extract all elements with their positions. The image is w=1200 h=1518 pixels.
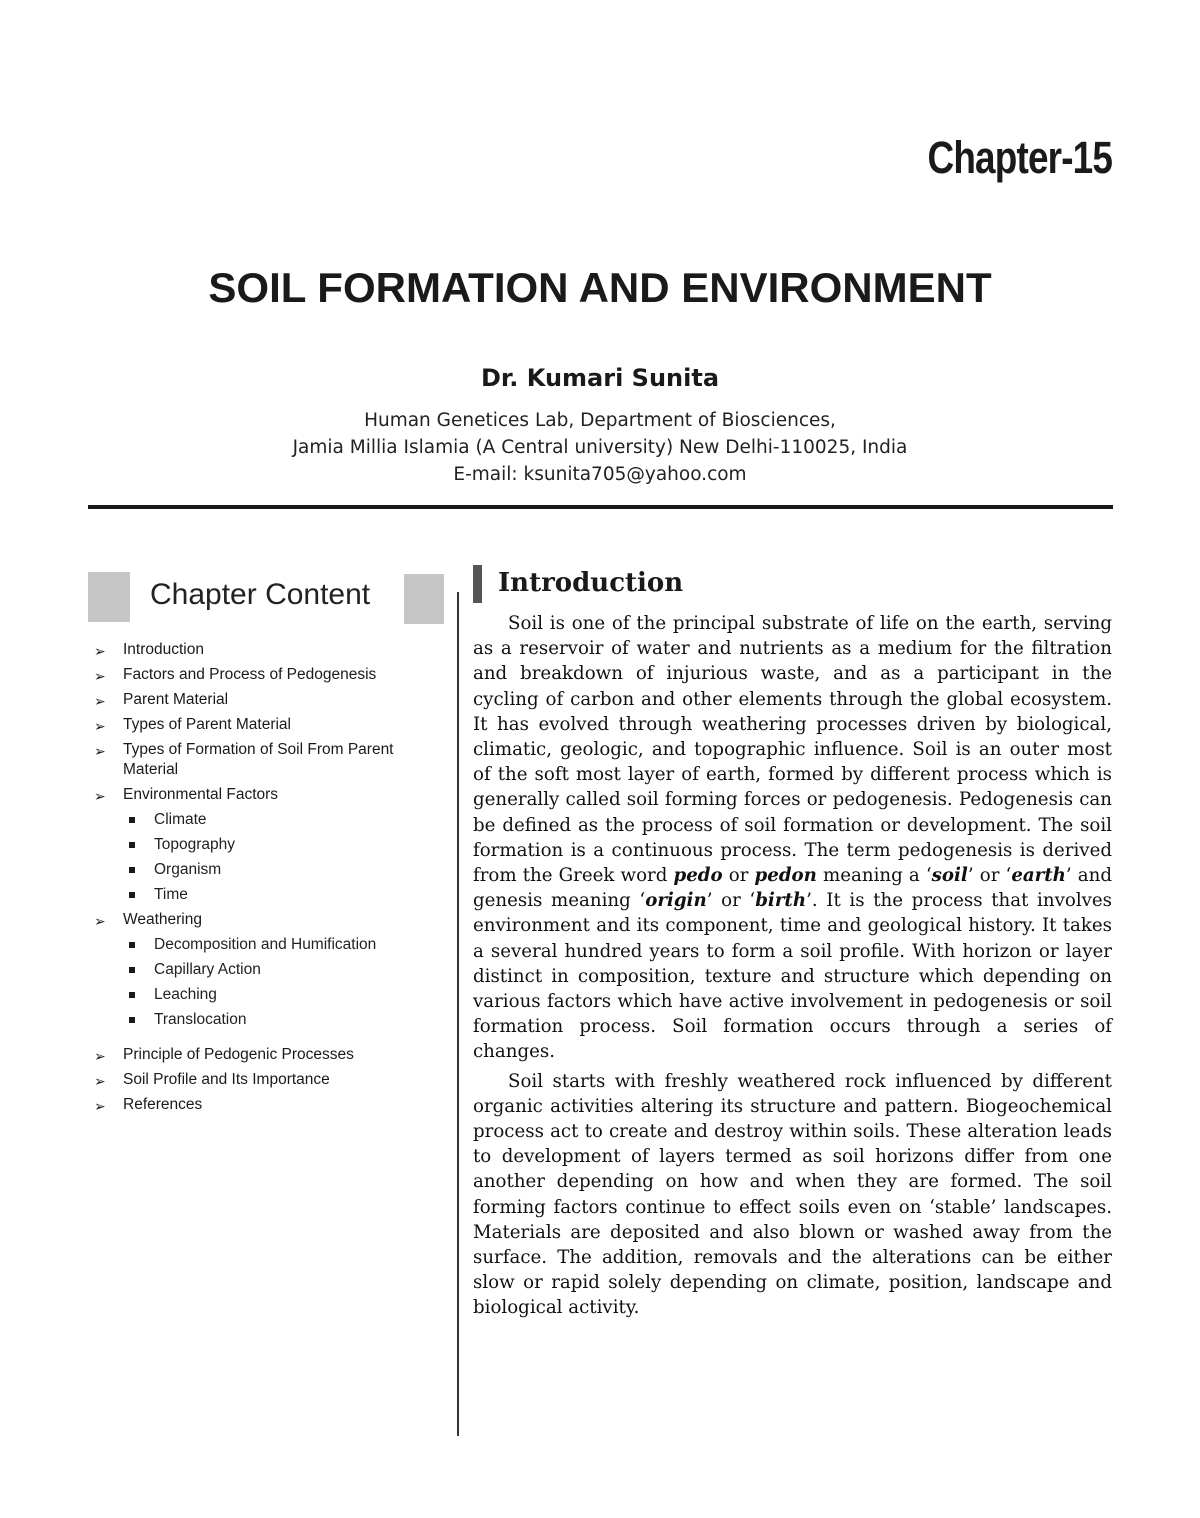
toc-subitem xyxy=(92,835,432,855)
toc-item-label: Principle of Pedogenic Processes xyxy=(123,1046,354,1063)
pointer-icon: ➢ xyxy=(94,643,106,659)
toc-subitem xyxy=(92,960,432,980)
column-divider xyxy=(457,592,459,1436)
toc-item-label: Soil Profile and Its Importance xyxy=(123,1071,330,1088)
toc-item xyxy=(92,640,432,660)
pointer-icon: ➢ xyxy=(94,1073,106,1089)
pointer-icon: ➢ xyxy=(94,788,106,804)
toc-item xyxy=(92,690,432,710)
square-bullet-icon xyxy=(129,1017,135,1023)
pointer-icon: ➢ xyxy=(94,913,106,929)
square-bullet-icon xyxy=(129,892,135,898)
toc-item-label: Types of Parent Material xyxy=(123,716,291,733)
pointer-icon: ➢ xyxy=(94,718,106,734)
toc-subitem xyxy=(92,1010,432,1030)
chapter-title: SOIL FORMATION AND ENVIRONMENT xyxy=(208,264,992,311)
toc-subitem-label: Climate xyxy=(154,811,207,828)
pointer-icon: ➢ xyxy=(94,1098,106,1114)
chapter-content-heading: Chapter Content xyxy=(150,578,371,611)
section-marker xyxy=(473,565,482,603)
square-bullet-icon xyxy=(129,992,135,998)
chapter-content-list xyxy=(92,640,432,1120)
toc-subitem-label: Leaching xyxy=(154,986,217,1003)
toc-subitem xyxy=(92,985,432,1005)
paragraph: Soil is one of the principal substrate of life on the earth, serving as a reservoir of water and nutrients as a medium for the filtration and breakdown of injurious waste, and as a participant in the cycling of carbon and other elements through the global ecosystem. It has evolved through weathering processes driven by biological, climatic, geologic, and topographic influence. Soil is an outer most of the soft most layer of earth, formed by different process which is generally called soil forming forces or pedogenesis. Pedogenesis can be defined as the process of soil formation or development. The soil formation is a continuous process. The term pedogenesis is derived from the Greek word pedo or pedon meaning a ‘soil’ or ‘earth’ and genesis meaning ‘origin’ or ‘birth’. It is the process that involves environment and its component, time and geological history. It takes a several hundred years to form a soil profile. With horizon or layer distinct in composition, texture and structure which depending on various factors which have active involvement in pedogenesis or soil formation process. Soil formation occurs through a series of changes. xyxy=(473,613,1113,1063)
toc-item-label: Weathering xyxy=(123,911,202,928)
toc-subitem-label: Translocation xyxy=(154,1011,247,1028)
toc-subitem-label: Topography xyxy=(154,836,236,853)
header-divider xyxy=(88,505,1113,509)
toc-item-label: Types of Formation of Soil From Parent Material xyxy=(123,741,394,778)
toc-item xyxy=(92,715,432,735)
square-bullet-icon xyxy=(129,942,135,948)
toc-item-label: Environmental Factors xyxy=(123,786,279,803)
toc-item xyxy=(92,785,432,805)
toc-item-label: References xyxy=(123,1096,203,1113)
toc-item xyxy=(92,910,432,930)
pointer-icon: ➢ xyxy=(94,743,106,759)
toc-item-label: Parent Material xyxy=(123,691,229,708)
square-bullet-icon xyxy=(129,817,135,823)
toc-item-label: Introduction xyxy=(123,641,204,658)
toc-subitem-label: Organism xyxy=(154,861,222,878)
toc-item xyxy=(92,1045,432,1065)
chapter-content-box-left xyxy=(88,572,130,622)
toc-subitem-label: Time xyxy=(154,886,188,903)
introduction-body xyxy=(473,611,1112,1321)
author-name: Dr. Kumari Sunita xyxy=(480,364,720,392)
chapter-number: Chapter-15 xyxy=(927,132,1112,183)
toc-item xyxy=(92,740,432,780)
toc-subitem-label: Capillary Action xyxy=(154,961,261,978)
affiliation-line-1: Human Genetices Lab, Department of Biosciences, xyxy=(364,410,836,431)
square-bullet-icon xyxy=(129,867,135,873)
toc-item xyxy=(92,665,432,685)
author-email: E-mail: ksunita705@yahoo.com xyxy=(453,464,747,485)
toc-subitem-label: Decomposition and Humification xyxy=(154,936,377,953)
square-bullet-icon xyxy=(129,967,135,973)
toc-subitem xyxy=(92,885,432,905)
paragraph: Soil starts with freshly weathered rock influenced by different organic activities altering its structure and pattern. Biogeochemical process act to create and destroy within soils. These alteration leads to development of layers termed as soil horizons differ from one another depending on how and when they are formed. The soil forming factors continue to effect soils even on ‘stable’ landscapes. Materials are deposited and also blown or washed away from the surface. The addition, removals and the alterations can be either slow or rapid solely depending on climate, position, landscape and biological activity. xyxy=(473,1070,1112,1319)
pointer-icon: ➢ xyxy=(94,668,106,684)
affiliation-line-2: Jamia Millia Islamia (A Central university) New Delhi-110025, India xyxy=(292,437,908,458)
toc-item-label: Factors and Process of Pedogenesis xyxy=(123,666,377,683)
toc-item xyxy=(92,1070,432,1090)
toc-subitem xyxy=(92,935,432,955)
toc-item xyxy=(92,1095,432,1115)
toc-subitem xyxy=(92,860,432,880)
pointer-icon: ➢ xyxy=(94,1048,106,1064)
square-bullet-icon xyxy=(129,842,135,848)
toc-subitem xyxy=(92,810,432,830)
chapter-content-box-right xyxy=(404,574,444,624)
section-heading-introduction: Introduction xyxy=(498,568,684,598)
pointer-icon: ➢ xyxy=(94,693,106,709)
